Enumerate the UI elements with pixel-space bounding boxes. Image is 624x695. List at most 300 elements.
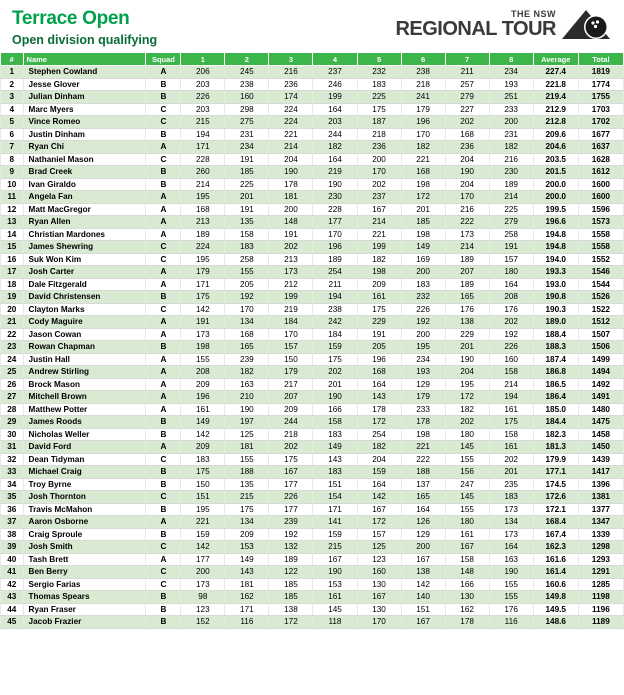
table-row: [1, 178, 624, 191]
row-position: 16: [1, 253, 24, 266]
row-game-5: 237: [357, 191, 401, 204]
row-game-6: 234: [401, 353, 445, 366]
row-game-2: 183: [225, 241, 269, 254]
row-game-7: 190: [445, 353, 489, 366]
column-header-[interactable]: #: [1, 53, 24, 66]
row-game-6: 193: [401, 366, 445, 379]
row-game-4: 153: [313, 578, 357, 591]
row-total: 1526: [578, 291, 623, 304]
row-game-8: 201: [489, 466, 533, 479]
row-game-4: 215: [313, 541, 357, 554]
row-game-2: 185: [225, 166, 269, 179]
row-game-2: 181: [225, 578, 269, 591]
row-game-6: 138: [401, 566, 445, 579]
column-header-name[interactable]: Name: [23, 53, 146, 66]
row-game-7: 202: [445, 116, 489, 129]
table-row: [1, 466, 624, 479]
row-squad: C: [146, 241, 181, 254]
row-total: 1677: [578, 128, 623, 141]
row-game-3: 221: [269, 128, 313, 141]
row-game-5: 125: [357, 541, 401, 554]
row-position: 24: [1, 353, 24, 366]
table-row: [1, 603, 624, 616]
row-position: 30: [1, 428, 24, 441]
row-squad: A: [146, 266, 181, 279]
row-position: 44: [1, 603, 24, 616]
column-header-1[interactable]: 1: [181, 53, 225, 66]
row-player-name: Justin Dinham: [23, 128, 146, 141]
row-game-7: 190: [445, 166, 489, 179]
row-game-1: 195: [181, 503, 225, 516]
column-header-4[interactable]: 4: [313, 53, 357, 66]
row-game-3: 175: [269, 453, 313, 466]
row-squad: C: [146, 566, 181, 579]
row-game-2: 225: [225, 178, 269, 191]
regional-tour-logo: [395, 8, 614, 41]
row-squad: B: [146, 428, 181, 441]
row-total: 1558: [578, 228, 623, 241]
row-game-5: 130: [357, 603, 401, 616]
row-game-4: 183: [313, 466, 357, 479]
row-position: 7: [1, 141, 24, 154]
row-game-5: 172: [357, 416, 401, 429]
row-total: 1612: [578, 166, 623, 179]
table-row: [1, 566, 624, 579]
row-position: 39: [1, 541, 24, 554]
row-game-4: 177: [313, 216, 357, 229]
row-game-8: 161: [489, 441, 533, 454]
row-game-3: 174: [269, 91, 313, 104]
row-squad: A: [146, 328, 181, 341]
row-player-name: Troy Byrne: [23, 478, 146, 491]
row-position: 29: [1, 416, 24, 429]
row-game-1: 151: [181, 491, 225, 504]
row-total: 1522: [578, 303, 623, 316]
row-player-name: Marc Myers: [23, 103, 146, 116]
table-row: [1, 416, 624, 429]
row-game-7: 211: [445, 66, 489, 79]
row-squad: A: [146, 66, 181, 79]
row-game-8: 189: [489, 178, 533, 191]
row-game-3: 209: [269, 403, 313, 416]
row-average: 162.3: [533, 541, 578, 554]
row-game-8: 208: [489, 291, 533, 304]
row-game-3: 189: [269, 553, 313, 566]
row-total: 1703: [578, 103, 623, 116]
row-player-name: James Roods: [23, 416, 146, 429]
table-row: [1, 528, 624, 541]
column-header-3[interactable]: 3: [269, 53, 313, 66]
row-position: 40: [1, 553, 24, 566]
row-game-3: 177: [269, 503, 313, 516]
row-total: 1774: [578, 78, 623, 91]
table-row: [1, 328, 624, 341]
row-game-2: 190: [225, 403, 269, 416]
row-game-5: 130: [357, 578, 401, 591]
row-game-3: 204: [269, 153, 313, 166]
row-position: 8: [1, 153, 24, 166]
row-player-name: James Shewring: [23, 241, 146, 254]
row-average: 172.6: [533, 491, 578, 504]
row-game-8: 182: [489, 141, 533, 154]
row-game-4: 143: [313, 453, 357, 466]
row-total: 1189: [578, 616, 623, 629]
row-squad: C: [146, 153, 181, 166]
row-game-8: 233: [489, 103, 533, 116]
row-position: 43: [1, 591, 24, 604]
row-game-2: 239: [225, 353, 269, 366]
row-player-name: Suk Won Kim: [23, 253, 146, 266]
row-squad: A: [146, 378, 181, 391]
row-game-7: 189: [445, 278, 489, 291]
row-game-6: 183: [401, 278, 445, 291]
row-squad: A: [146, 141, 181, 154]
row-average: 149.8: [533, 591, 578, 604]
row-player-name: Jesse Glover: [23, 78, 146, 91]
row-game-5: 175: [357, 303, 401, 316]
row-game-2: 234: [225, 141, 269, 154]
row-game-5: 214: [357, 216, 401, 229]
row-game-6: 142: [401, 578, 445, 591]
table-row: [1, 453, 624, 466]
row-player-name: Stephen Cowland: [23, 66, 146, 79]
row-game-7: 162: [445, 603, 489, 616]
row-squad: A: [146, 278, 181, 291]
row-game-8: 194: [489, 391, 533, 404]
row-total: 1819: [578, 66, 623, 79]
row-position: 37: [1, 516, 24, 529]
row-squad: C: [146, 116, 181, 129]
row-squad: A: [146, 191, 181, 204]
row-game-5: 205: [357, 341, 401, 354]
table-row: [1, 166, 624, 179]
row-game-5: 123: [357, 553, 401, 566]
row-game-4: 244: [313, 128, 357, 141]
row-squad: B: [146, 416, 181, 429]
row-total: 1196: [578, 603, 623, 616]
row-game-5: 142: [357, 491, 401, 504]
row-average: 204.6: [533, 141, 578, 154]
row-squad: C: [146, 578, 181, 591]
row-game-8: 230: [489, 166, 533, 179]
row-game-7: 161: [445, 528, 489, 541]
table-row: [1, 441, 624, 454]
row-game-8: 157: [489, 253, 533, 266]
row-position: 21: [1, 316, 24, 329]
table-row: [1, 153, 624, 166]
column-header-average[interactable]: Average: [533, 53, 578, 66]
results-table: [0, 52, 624, 629]
row-game-7: 148: [445, 566, 489, 579]
row-game-8: 191: [489, 241, 533, 254]
row-game-2: 171: [225, 603, 269, 616]
row-game-7: 236: [445, 141, 489, 154]
row-average: 194.0: [533, 253, 578, 266]
row-game-2: 231: [225, 128, 269, 141]
row-game-4: 183: [313, 428, 357, 441]
row-game-5: 199: [357, 241, 401, 254]
row-game-1: 173: [181, 578, 225, 591]
row-game-4: 175: [313, 353, 357, 366]
row-player-name: David Ford: [23, 441, 146, 454]
table-row: [1, 616, 624, 629]
row-game-6: 137: [401, 478, 445, 491]
row-game-6: 151: [401, 603, 445, 616]
row-average: 182.3: [533, 428, 578, 441]
title-block: [12, 8, 157, 48]
row-game-7: 180: [445, 516, 489, 529]
table-row: [1, 66, 624, 79]
row-player-name: Clayton Marks: [23, 303, 146, 316]
row-player-name: Cody Maguire: [23, 316, 146, 329]
row-game-1: 159: [181, 528, 225, 541]
row-average: 188.3: [533, 341, 578, 354]
row-average: 190.3: [533, 303, 578, 316]
row-player-name: Craig Sproule: [23, 528, 146, 541]
row-total: 1552: [578, 253, 623, 266]
row-game-2: 205: [225, 278, 269, 291]
row-player-name: Julian Dinham: [23, 91, 146, 104]
row-game-3: 179: [269, 366, 313, 379]
row-game-1: 149: [181, 416, 225, 429]
row-game-7: 214: [445, 241, 489, 254]
row-game-7: 155: [445, 453, 489, 466]
row-game-5: 202: [357, 178, 401, 191]
row-player-name: Rowan Chapman: [23, 341, 146, 354]
row-game-3: 239: [269, 516, 313, 529]
row-total: 1491: [578, 391, 623, 404]
row-game-1: 215: [181, 116, 225, 129]
row-game-3: 185: [269, 591, 313, 604]
row-squad: B: [146, 528, 181, 541]
row-position: 27: [1, 391, 24, 404]
row-game-6: 140: [401, 591, 445, 604]
row-game-3: 244: [269, 416, 313, 429]
row-game-2: 135: [225, 478, 269, 491]
column-header-total[interactable]: Total: [578, 53, 623, 66]
row-total: 1347: [578, 516, 623, 529]
column-header-7[interactable]: 7: [445, 53, 489, 66]
row-average: 174.5: [533, 478, 578, 491]
row-squad: B: [146, 603, 181, 616]
row-game-5: 254: [357, 428, 401, 441]
row-game-3: 200: [269, 203, 313, 216]
table-row: [1, 578, 624, 591]
row-game-4: 158: [313, 416, 357, 429]
row-game-5: 182: [357, 253, 401, 266]
row-game-7: 165: [445, 291, 489, 304]
row-average: 212.9: [533, 103, 578, 116]
row-game-7: 176: [445, 303, 489, 316]
row-game-3: 170: [269, 328, 313, 341]
row-game-4: 238: [313, 303, 357, 316]
row-game-7: 182: [445, 403, 489, 416]
row-player-name: Tash Brett: [23, 553, 146, 566]
row-position: 13: [1, 216, 24, 229]
row-total: 1377: [578, 503, 623, 516]
row-game-2: 149: [225, 553, 269, 566]
row-game-1: 142: [181, 541, 225, 554]
row-game-2: 155: [225, 453, 269, 466]
row-position: 11: [1, 191, 24, 204]
row-average: 177.1: [533, 466, 578, 479]
row-game-6: 129: [401, 378, 445, 391]
row-position: 9: [1, 166, 24, 179]
row-game-2: 153: [225, 541, 269, 554]
row-game-6: 232: [401, 291, 445, 304]
column-header-6[interactable]: 6: [401, 53, 445, 66]
row-game-3: 226: [269, 491, 313, 504]
row-total: 1475: [578, 416, 623, 429]
row-game-6: 149: [401, 241, 445, 254]
row-game-6: 165: [401, 491, 445, 504]
column-header-5[interactable]: 5: [357, 53, 401, 66]
row-game-8: 173: [489, 503, 533, 516]
row-game-2: 201: [225, 191, 269, 204]
row-game-4: 199: [313, 91, 357, 104]
row-game-7: 167: [445, 541, 489, 554]
row-game-3: 213: [269, 253, 313, 266]
row-total: 1558: [578, 241, 623, 254]
row-game-7: 257: [445, 78, 489, 91]
row-player-name: Mitchell Brown: [23, 391, 146, 404]
row-game-1: 173: [181, 328, 225, 341]
row-game-3: 224: [269, 103, 313, 116]
row-game-8: 116: [489, 616, 533, 629]
row-game-6: 201: [401, 203, 445, 216]
row-game-4: 190: [313, 178, 357, 191]
row-total: 1755: [578, 91, 623, 104]
column-header-squad[interactable]: Squad: [146, 53, 181, 66]
row-total: 1637: [578, 141, 623, 154]
row-game-3: 219: [269, 303, 313, 316]
row-position: 31: [1, 441, 24, 454]
row-game-5: 170: [357, 616, 401, 629]
column-header-2[interactable]: 2: [225, 53, 269, 66]
row-average: 167.4: [533, 528, 578, 541]
row-game-4: 201: [313, 378, 357, 391]
row-game-2: 163: [225, 378, 269, 391]
row-game-4: 246: [313, 78, 357, 91]
row-game-1: 203: [181, 103, 225, 116]
row-game-4: 194: [313, 291, 357, 304]
row-game-1: 224: [181, 241, 225, 254]
row-game-2: 192: [225, 291, 269, 304]
table-row: [1, 278, 624, 291]
row-squad: A: [146, 353, 181, 366]
row-position: 6: [1, 128, 24, 141]
row-game-8: 163: [489, 553, 533, 566]
row-game-2: 135: [225, 216, 269, 229]
row-average: 199.5: [533, 203, 578, 216]
row-game-3: 216: [269, 66, 313, 79]
table-row: [1, 91, 624, 104]
row-game-8: 216: [489, 153, 533, 166]
row-squad: B: [146, 291, 181, 304]
row-game-2: 170: [225, 303, 269, 316]
row-game-4: 182: [313, 141, 357, 154]
row-player-name: Vince Romeo: [23, 116, 146, 129]
row-average: 200.0: [533, 178, 578, 191]
row-game-8: 279: [489, 216, 533, 229]
row-squad: A: [146, 441, 181, 454]
row-game-1: 209: [181, 441, 225, 454]
row-game-1: 203: [181, 78, 225, 91]
row-game-6: 226: [401, 303, 445, 316]
row-squad: A: [146, 228, 181, 241]
row-player-name: Michael Craig: [23, 466, 146, 479]
row-game-2: 158: [225, 228, 269, 241]
table-row: [1, 191, 624, 204]
row-total: 1600: [578, 178, 623, 191]
table-row: [1, 503, 624, 516]
row-position: 4: [1, 103, 24, 116]
row-player-name: Jason Cowan: [23, 328, 146, 341]
row-game-4: 161: [313, 591, 357, 604]
row-game-3: 122: [269, 566, 313, 579]
row-squad: B: [146, 616, 181, 629]
table-header-row: [1, 53, 624, 66]
row-game-5: 183: [357, 78, 401, 91]
row-game-8: 190: [489, 566, 533, 579]
row-average: 187.4: [533, 353, 578, 366]
table-body: [1, 66, 624, 629]
row-game-5: 157: [357, 528, 401, 541]
page-subtitle: Open division qualifying: [12, 33, 158, 47]
row-game-4: 228: [313, 203, 357, 216]
row-game-8: 134: [489, 516, 533, 529]
row-game-6: 179: [401, 103, 445, 116]
row-game-1: 196: [181, 391, 225, 404]
row-game-1: 226: [181, 91, 225, 104]
row-player-name: Matt MacGregor: [23, 203, 146, 216]
row-game-2: 245: [225, 66, 269, 79]
row-position: 33: [1, 466, 24, 479]
row-game-5: 209: [357, 278, 401, 291]
row-game-4: 237: [313, 66, 357, 79]
row-average: 219.4: [533, 91, 578, 104]
row-average: 189.0: [533, 316, 578, 329]
row-game-3: 191: [269, 228, 313, 241]
row-game-6: 188: [401, 466, 445, 479]
row-game-3: 181: [269, 191, 313, 204]
row-game-4: 159: [313, 341, 357, 354]
row-game-6: 221: [401, 153, 445, 166]
row-squad: B: [146, 591, 181, 604]
column-header-8[interactable]: 8: [489, 53, 533, 66]
row-game-7: 145: [445, 441, 489, 454]
row-game-1: 168: [181, 203, 225, 216]
row-game-1: 177: [181, 553, 225, 566]
row-game-3: 178: [269, 178, 313, 191]
row-game-5: 198: [357, 266, 401, 279]
row-game-7: 170: [445, 191, 489, 204]
row-player-name: Angela Fan: [23, 191, 146, 204]
row-game-5: 232: [357, 66, 401, 79]
table-row: [1, 103, 624, 116]
row-game-5: 161: [357, 291, 401, 304]
row-total: 1600: [578, 191, 623, 204]
row-game-4: 242: [313, 316, 357, 329]
row-position: 38: [1, 528, 24, 541]
row-player-name: Brad Creek: [23, 166, 146, 179]
row-game-2: 181: [225, 441, 269, 454]
row-average: 172.1: [533, 503, 578, 516]
row-player-name: Brock Mason: [23, 378, 146, 391]
row-squad: C: [146, 303, 181, 316]
row-game-2: 188: [225, 466, 269, 479]
row-squad: A: [146, 553, 181, 566]
